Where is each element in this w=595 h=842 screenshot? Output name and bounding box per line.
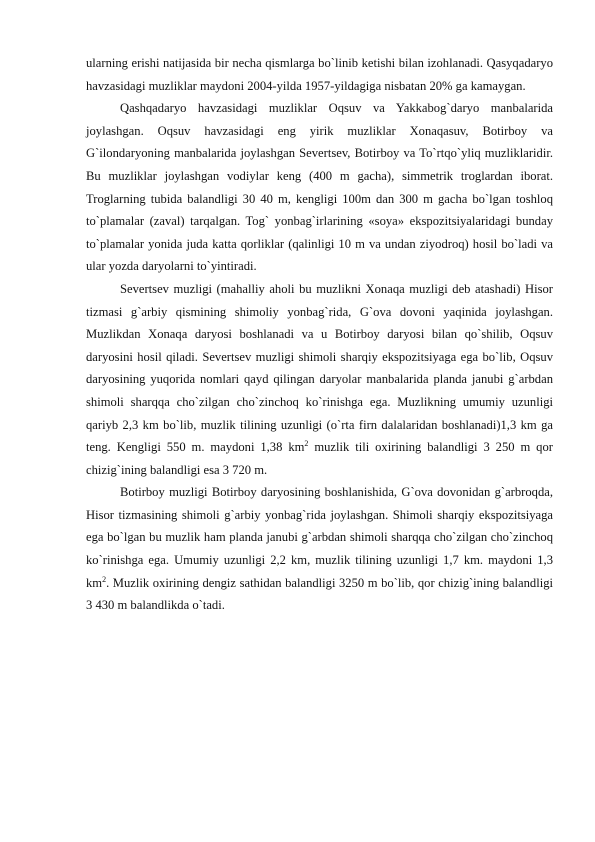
paragraph-2 xyxy=(86,97,553,278)
paragraph-4 xyxy=(86,481,553,617)
paragraph-4-tail: . Muzlik oxirining dengiz sathidan balandligi 3250 m bo`lib, qor chizig`ining balandligi 3 430 m balandlikda o`tadi. xyxy=(86,575,553,613)
superscript-2: 2 xyxy=(102,574,107,584)
paragraph-3 xyxy=(86,278,553,481)
paragraph-3-text: Severtsev muzligi (mahalliy aholi bu muzlikni Xonaqa muzligi deb atashadi) Hisor tizmasi g`arbiy qismining shimoliy yonbag`rida, G`ova dovoni yaqinida joylashgan. Muzlikdan Xonaqa daryosi boshlanadi va u Botirboy daryosi bilan qo`shilib, Oqsuv daryosini hosil qiladi. Severtsev muzligi shimoli sharqiy ekspozitsiyaga ega bo`lib, Oqsuv daryosining yuqorida nomlari qayd qilingan daryolar manbalarida planda janubi g`arbdan shimoli sharqqa cho`zilgan cho`zinchoq ko`rinishga ega. Muzlikning umumiy uzunligi qariyb 2,3 km bo`lib, muzlik tilining uzunligi (o`rta firn dalalaridan boshlanadi)1,3 km ga teng. Kengligi 550 m. maydoni 1,38 km xyxy=(86,281,553,455)
paragraph-2-text: Qashqadaryo havzasidagi muzliklar Oqsuv va Yakkabog`daryo manbalarida joylashgan. Oqsuv havzasidagi eng yirik muzliklar Xonaqasuv, Botirboy va G`ilondaryoning manbalarida joylashgan Severtsev, Botirboy va To`rtqo`yliq muzliklaridir. Bu muzliklar joylashgan vodiylar keng (400 m gacha), simmetrik troglardan iborat. Troglarning tubida balandligi 30 40 m, kengligi 100m dan 300 m gacha bo`lgan toshloq to`plamalar (zaval) tarqalgan. Tog` yonbag`irlarining «soya» ekspozitsiyalaridagi bunday to`plamalar yonida juda katta qorliklar (qalinligi 10 m va undan ziyodroq) hosil bo`ladi va ular yozda daryolarni to`yintiradi. xyxy=(86,101,553,274)
superscript-2: 2 xyxy=(304,438,309,448)
paragraph-3-tail: muzlik tili oxirining balandligi 3 250 m qor chizig`ining balandligi esa 3 720 m. xyxy=(86,440,553,477)
paragraph-1 xyxy=(86,52,553,97)
paragraph-4-text: Botirboy muzligi Botirboy daryosining boshlanishida, G`ova dovonidan g`arbroqda, Hisor tizmasining shimoli g`arbiy yonbag`rida joylashgan. Shimoli sharqiy ekspozitsiyaga ega bo`lgan bu muzlik ham planda janubi g`arbdan shimoli sharqqa cho`zilgan cho`zinchoq ko`rinishga ega. Umumiy uzunligi 2,2 km, muzlik tilining uzunligi 1,7 km. maydoni 1,3 km xyxy=(86,485,553,590)
paragraph-1-text: ularning erishi natijasida bir necha qismlarga bo`linib ketishi bilan izohlanadi. Qasyqadaryo havzasidagi muzliklar maydoni 2004-yilda 1957-yildagiga nisbatan 20% ga kamaygan. xyxy=(86,56,553,93)
